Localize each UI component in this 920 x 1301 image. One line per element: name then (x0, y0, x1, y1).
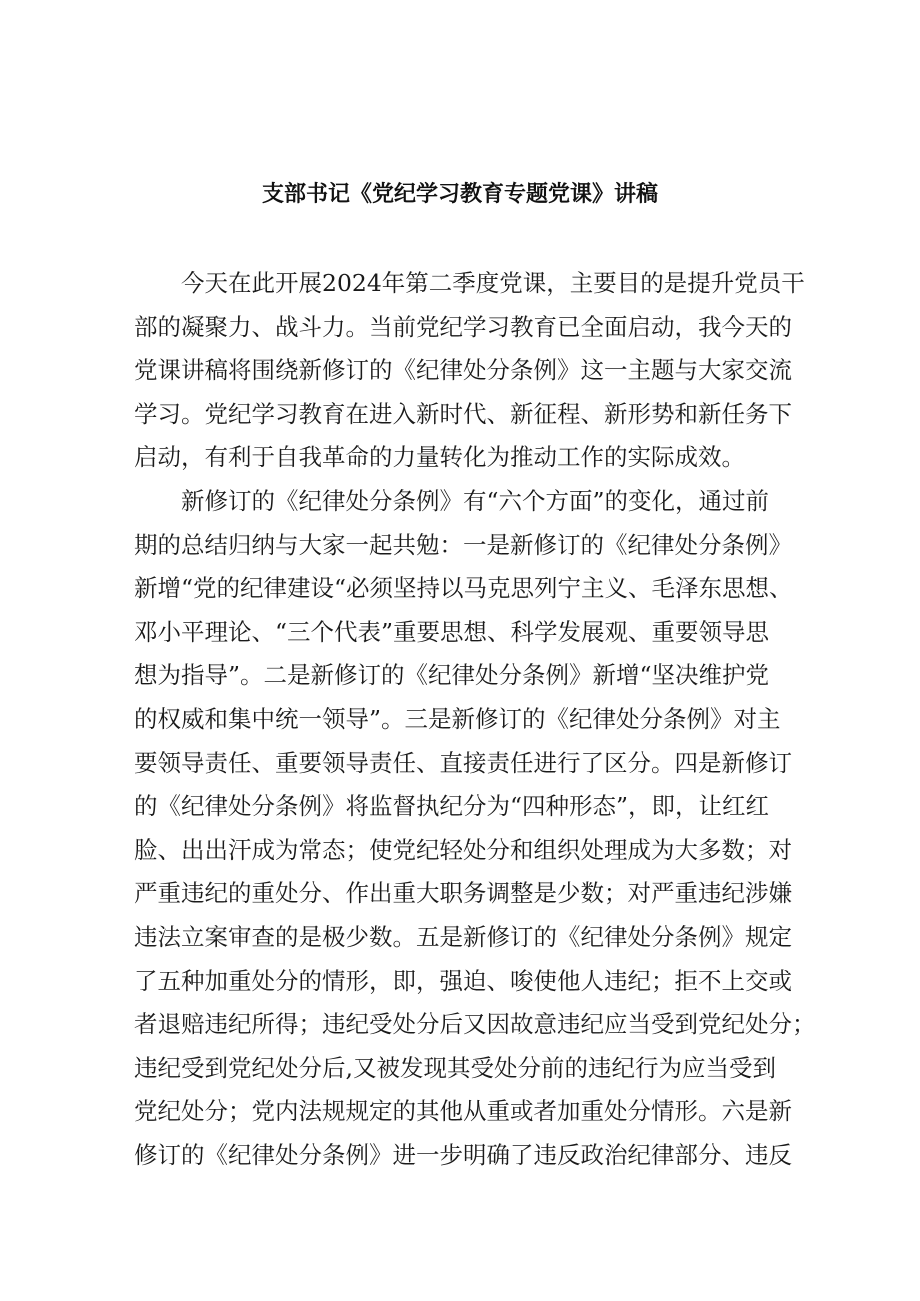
paragraph-2-line-5: 想为指导”。二是新修订的《纪律处分条例》新增“坚决维护党 (134, 661, 770, 690)
paragraph-2-line-16: 修订的《纪律处分条例》进一步明确了违反政治纪律部分、违反 (134, 1140, 792, 1169)
paragraph-2-line-7: 要领导责任、重要领导责任、直接责任进行了区分。四是新修订 (134, 748, 792, 777)
paragraph-2-line-11: 违法立案审查的是极少数。五是新修订的《纪律处分条例》规定 (134, 922, 792, 951)
document-title: 支部书记《党纪学习教育专题党课》讲稿 (261, 182, 658, 207)
paragraph-2-line-1: 新修订的《纪律处分条例》有“六个方面”的变化，通过前 (181, 486, 770, 515)
paragraph-1-line-1: 今天在此开展2024年第二季度党课，主要目的是提升党员干 (181, 269, 805, 297)
paragraph-1-line-3: 党课讲稿将围绕新修订的《纪律处分条例》这一主题与大家交流 (134, 356, 792, 385)
document-body (134, 262, 816, 1177)
paragraph-2-line-3: 新增“党的纪律建设“必须坚持以马克思列宁主义、毛泽东思想、 (134, 574, 793, 603)
paragraph-2-line-4: 邓小平理论、“三个代表”重要思想、科学发展观、重要领导思 (134, 617, 770, 646)
paragraph-2-line-13: 者退赔违纪所得；违纪受处分后又因故意违纪应当受到党纪处分； (134, 1010, 816, 1039)
paragraph-2-line-9: 脸、出出汗成为常态；使党纪轻处分和组织处理成为大多数；对 (134, 835, 792, 864)
paragraph-2-line-10: 严重违纪的重处分、作出重大职务调整是少数；对严重违纪涉嫌 (134, 879, 792, 908)
paragraph-2-line-12: 了五种加重处分的情形，即，强迫、唆使他人违纪；拒不上交或 (134, 966, 792, 995)
paragraph-2-line-15: 党纪处分；党内法规规定的其他从重或者加重处分情形。六是新 (134, 1097, 792, 1126)
paragraph-2-line-8: 的《纪律处分条例》将监督执纪分为“四种形态”，即，让红红 (134, 792, 770, 821)
paragraph-2-line-14: 违纪受到党纪处分后,又被发现其受处分前的违纪行为应当受到 (134, 1053, 776, 1082)
paragraph-1-line-4: 学习。党纪学习教育在进入新时代、新征程、新形势和新任务下 (134, 399, 792, 428)
paragraph-1-line-2: 部的凝聚力、战斗力。当前党纪学习教育已全面启动，我今天的 (134, 312, 792, 341)
paragraph-1-line-5: 启动，有利于自我革命的力量转化为推动工作的实际成效。 (134, 443, 745, 472)
paragraph-2-line-6: 的权威和集中统一领导”。三是新修订的《纪律处分条例》对主 (134, 704, 781, 733)
paragraph-2-line-2: 期的总结归纳与大家一起共勉：一是新修订的《纪律处分条例》 (134, 530, 792, 559)
